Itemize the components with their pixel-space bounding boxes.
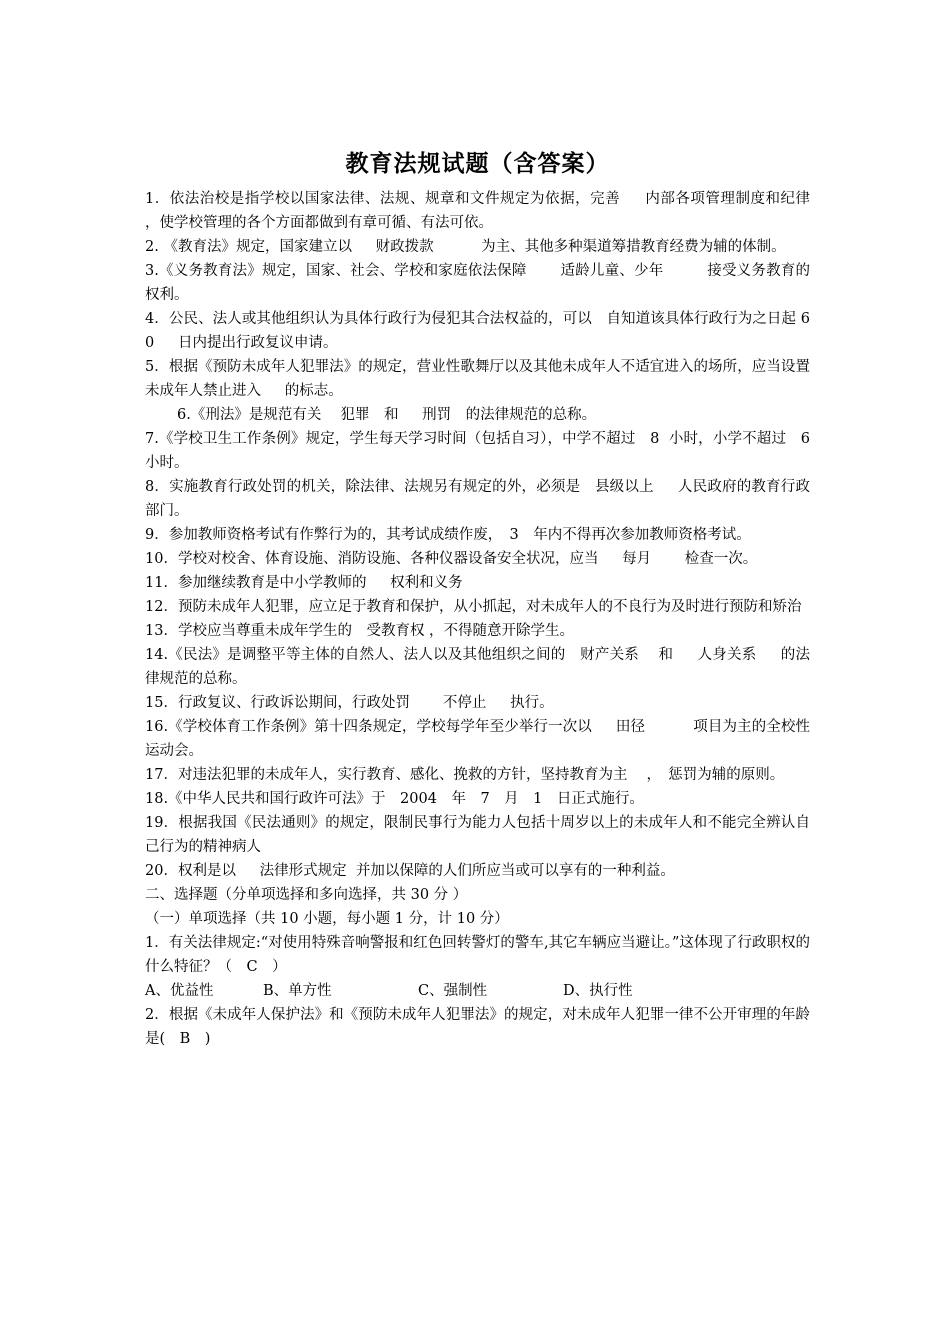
option-c: C、强制性 bbox=[418, 983, 488, 999]
question-fill-14: 14.《民法》是调整平等主体的自然人、法人以及其他组织之间的 财产关系 和 人身关系 的法律规范的总称。 bbox=[145, 647, 810, 687]
question-fill-18: 18.《中华人民共和国行政许可法》于 2004 年 7 月 1 日正式施行。 bbox=[145, 791, 644, 807]
question-fill-17: 17．对违法犯罪的未成年人，实行教育、感化、挽救的方针，坚持教育为主 ， 惩罚为辅的原则。 bbox=[145, 767, 785, 783]
question-choice-2: 2．根据《未成年人保护法》和《预防未成年人犯罪法》的规定，对未成年人犯罪一律不公开审理的年龄是( B ) bbox=[145, 1007, 810, 1047]
question-fill-6: 6.《刑法》是规范有关 犯罪 和 刑罚 的法律规范的总称。 bbox=[177, 407, 597, 423]
section-heading-choice: 二、选择题（分单项选择和多向选择，共 30 分 ） bbox=[145, 887, 468, 903]
question-fill-10: 10．学校对校舍、体育设施、消防设施、各种仪器设备安全状况，应当 每月 检查一次。 bbox=[145, 551, 758, 567]
question-fill-19: 19．根据我国《民法通则》的规定，限制民事行为能力人包括十周岁以上的未成年人和不能完全辨认自己行为的精神病人 bbox=[145, 815, 810, 855]
question-fill-4: 4．公民、法人或其他组织认为具体行政行为侵犯其合法权益的，可以 自知道该具体行政行为之日起 60 日内提出行政复议申请。 bbox=[145, 311, 810, 351]
question-fill-5: 5．根据《预防未成年人犯罪法》的规定，营业性歌舞厅以及其他未成年人不适宜进入的场所，应当设置 未成年人禁止进入 的标志。 bbox=[145, 359, 834, 399]
question-choice-1-options bbox=[145, 979, 810, 1003]
question-fill-3: 3.《义务教育法》规定，国家、社会、学校和家庭依法保障 适龄儿童、少年 接受义务教育的权利。 bbox=[145, 263, 810, 303]
option-b: B、单方性 bbox=[263, 983, 332, 999]
document-page bbox=[145, 147, 839, 1051]
question-fill-1: 1．依法治校是指学校以国家法律、法规、规章和文件规定为依据，完善 内部各项管理制度和纪律 ，使学校管理的各个方面都做到有章可循、有法可依。 bbox=[145, 191, 839, 231]
title-rest: 育法规试题（含答案） bbox=[369, 150, 610, 177]
question-fill-9: 9．参加教师资格考试有作弊行为的，其考试成绩作废， 3 年内不得再次参加教师资格考试。 bbox=[145, 527, 751, 543]
subsection-heading-single: （一）单项选择（共 10 小题，每小题 1 分，计 10 分） bbox=[145, 911, 509, 927]
option-a: A、优益性 bbox=[145, 983, 214, 999]
question-fill-11: 11．参加继续教育是中小学教师的 权利和义务 bbox=[145, 575, 463, 591]
question-fill-13: 13．学校应当尊重未成年学生的 受教育权 ，不得随意开除学生。 bbox=[145, 623, 575, 639]
question-fill-15: 15．行政复议、行政诉讼期间，行政处罚 不停止 执行。 bbox=[145, 695, 554, 711]
question-fill-8: 8．实施教育行政处罚的机关，除法律、法规另有规定的外，必须是 县级以上 人民政府的教育行政部门。 bbox=[145, 479, 810, 519]
question-fill-2: 2. 《教育法》规定，国家建立以 财政拨款 为主、其他多种渠道筹措教育经费为辅的体制。 bbox=[145, 239, 786, 255]
question-choice-1: 1．有关法律规定:“对使用特殊音响警报和红色回转警灯的警车,其它车辆应当避让。”这体现了行政职权的什么特征？（ C ） bbox=[145, 935, 810, 975]
question-fill-16: 16.《学校体育工作条例》第十四条规定，学校每学年至少举行一次以 田径 项目为主的全校性运动会。 bbox=[145, 719, 810, 759]
page-title bbox=[145, 147, 810, 181]
option-d: D、执行性 bbox=[563, 983, 633, 999]
question-fill-12: 12．预防未成年人犯罪，应立足于教育和保护，从小抓起，对未成年人的不良行为及时进行预防和矫治 bbox=[145, 599, 802, 615]
question-fill-7: 7.《学校卫生工作条例》规定，学生每天学习时间（包括自习），中学不超过 8 小时，小学不超过 6 小时。 bbox=[145, 431, 820, 471]
question-fill-20: 20．权利是以 法律形式规定 并加以保障的人们所应当或可以享有的一种利益。 bbox=[145, 863, 675, 879]
title-prefix: 教 bbox=[345, 150, 370, 177]
